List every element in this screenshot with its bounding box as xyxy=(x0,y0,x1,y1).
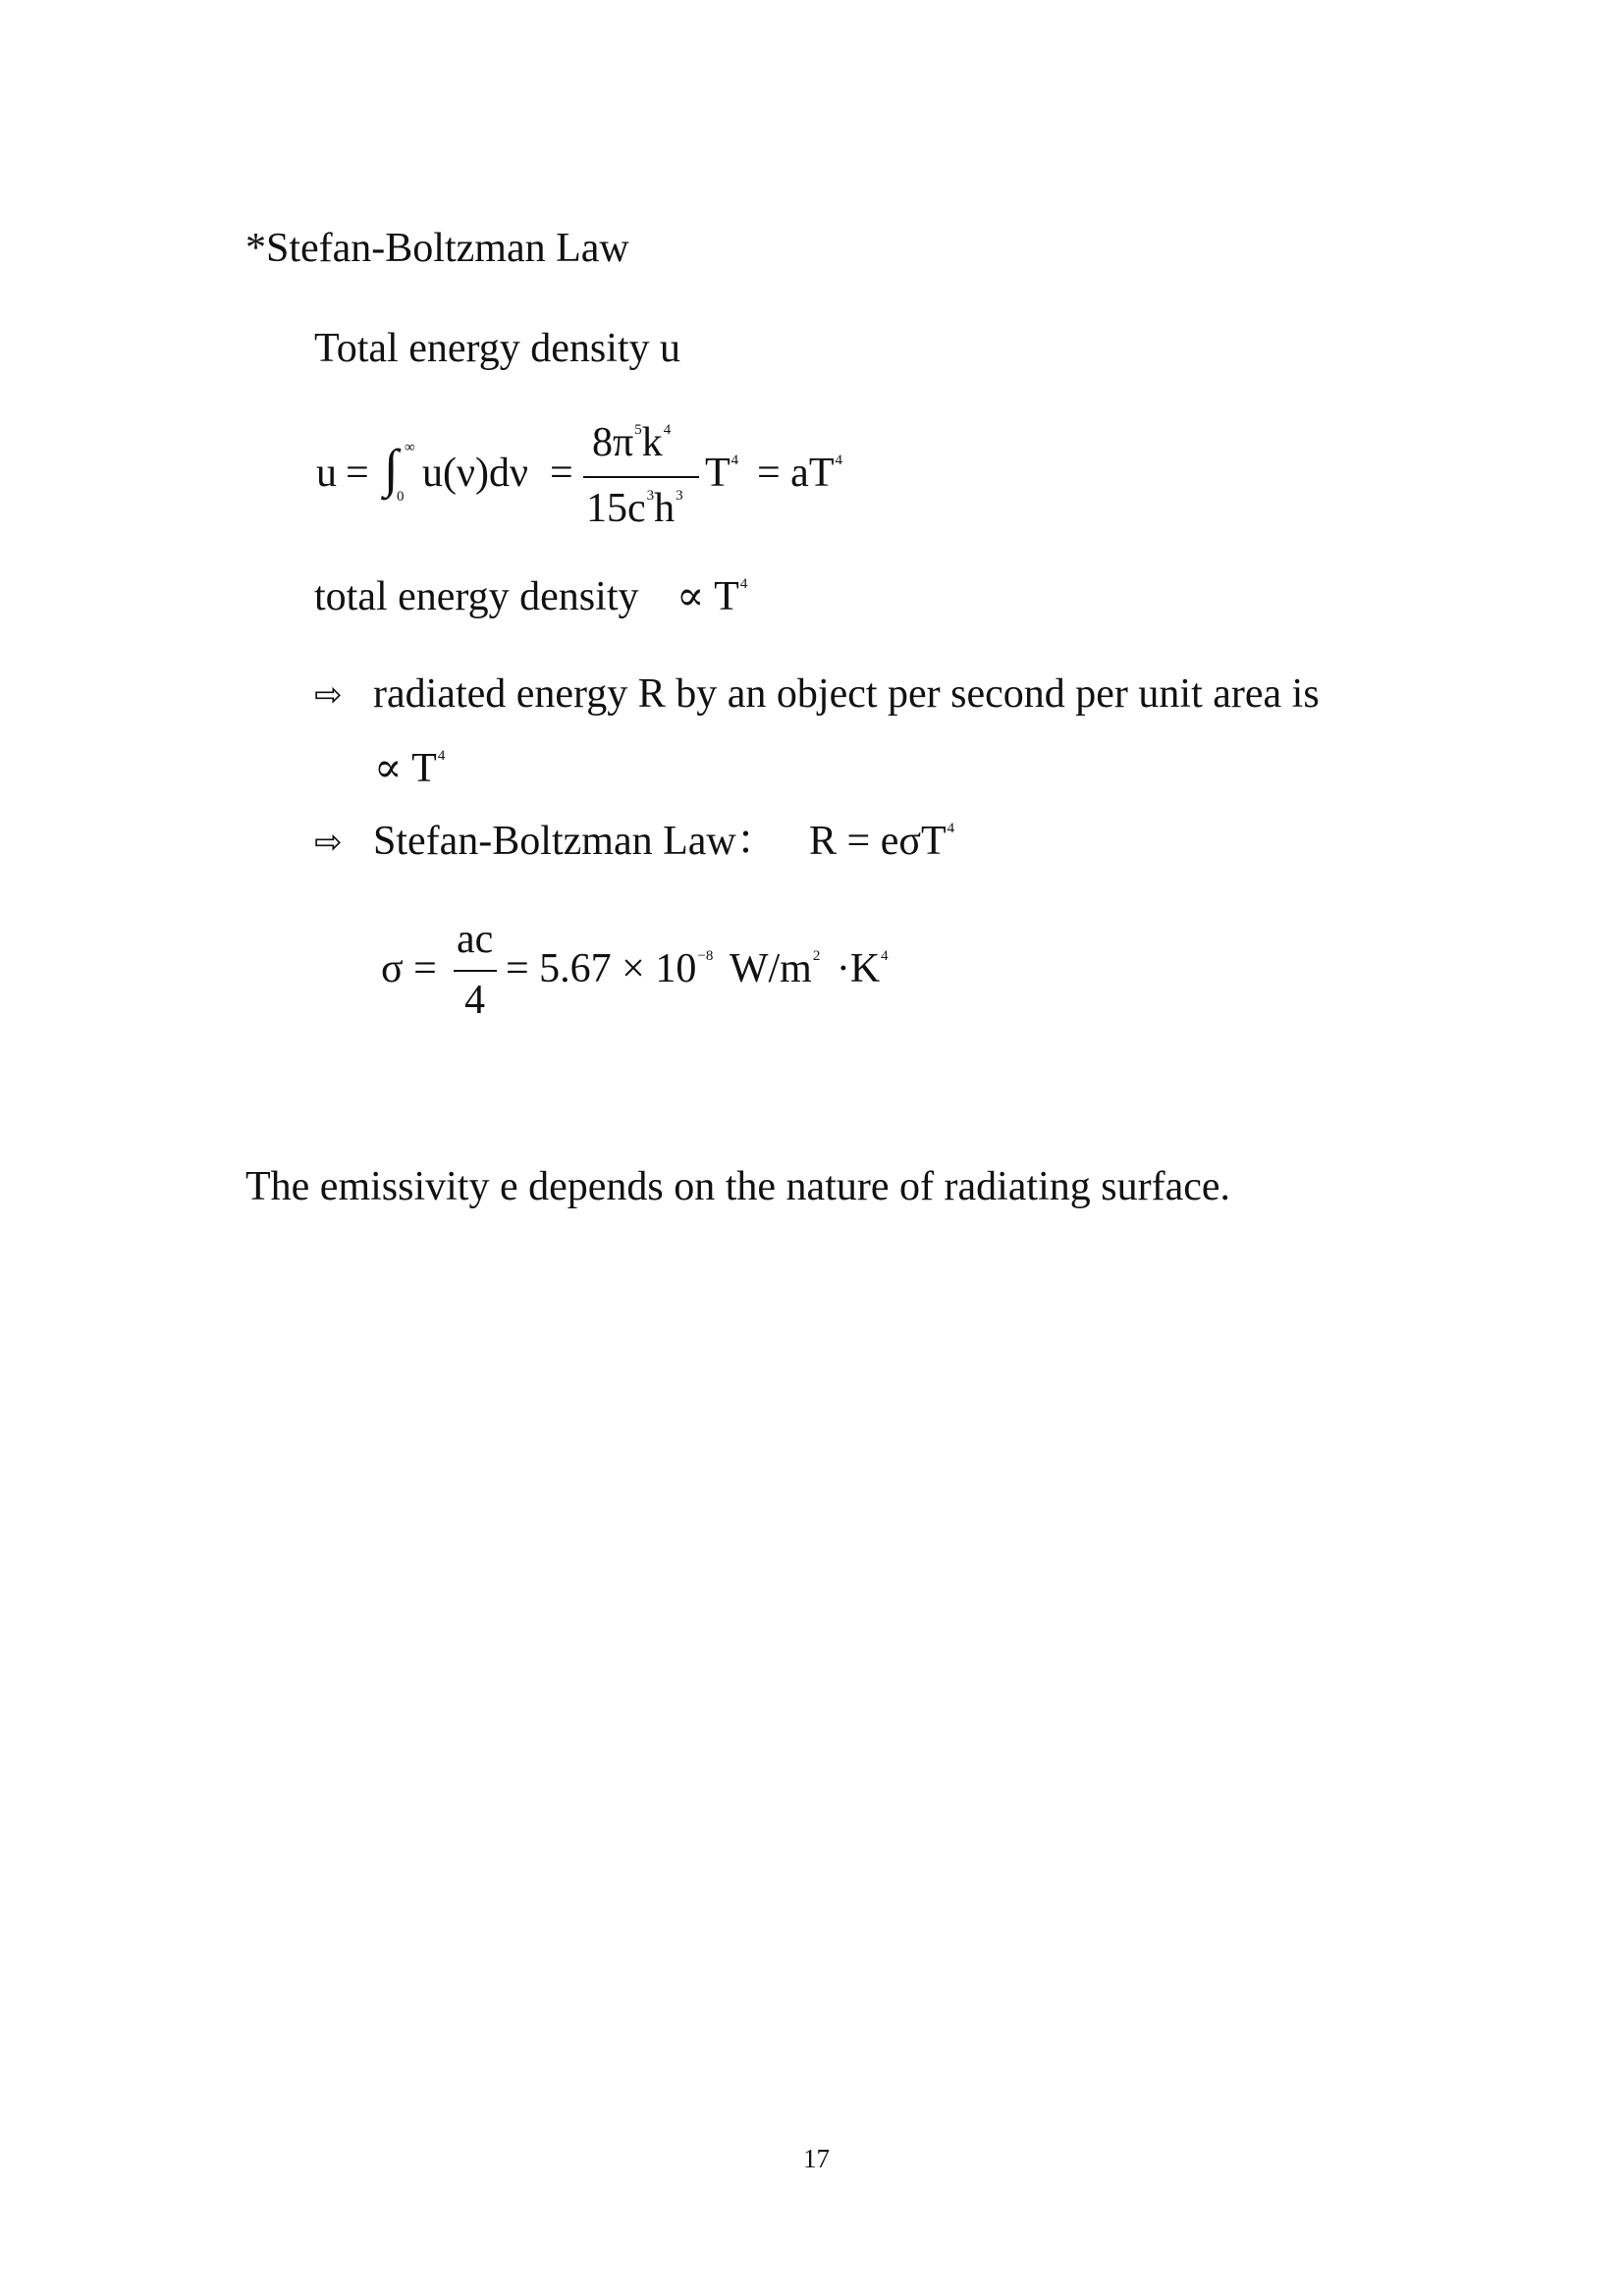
eq1-rhs: = $aT^4$ xyxy=(757,451,842,496)
eq2-fraction-bar xyxy=(454,970,497,972)
bullet-1-line-2: ∝ $T^4$ xyxy=(374,746,446,791)
eq2-numerator: ac xyxy=(457,917,494,962)
page-number: 17 xyxy=(803,2144,830,2173)
eq2-denominator: 4 xyxy=(464,978,485,1023)
eq1-equals-2: = xyxy=(550,451,573,496)
closing-sentence: The emissivity e depends on the nature of radiating surface. xyxy=(245,1164,1230,1209)
integral-symbol: ∫ xyxy=(384,439,399,498)
eq2-rhs: = $5.67 \times 10^{-8}$ $W/m^2 \cdot K^4$ xyxy=(506,946,889,991)
bullet-1-line-1: radiated energy R by an object per second per unit area is xyxy=(373,671,1320,717)
subheading: Total energy density u xyxy=(314,326,681,371)
proportionality-symbol: ∝ $T^4$ xyxy=(676,574,748,619)
proportionality-line xyxy=(314,576,747,617)
eq1-t: $T^4$ xyxy=(705,451,739,496)
integral-lower-limit: 0 xyxy=(397,489,405,505)
eq2-sigma: σ = xyxy=(381,946,437,991)
eq1-fraction-bar xyxy=(583,476,699,478)
bullet-2-formula: R = eσT$^4$ xyxy=(809,819,955,864)
eq1-equals: = xyxy=(346,451,369,496)
eq1-integrand: u(ν)dν xyxy=(422,451,528,496)
bullet-2-text: Stefan-Boltzman Law： xyxy=(373,819,778,864)
proportionality-text: total energy density xyxy=(314,574,639,619)
arrow-icon: ⇨ xyxy=(314,675,343,715)
eq1-denominator: $15c^3h^3$ xyxy=(586,486,683,531)
integral-upper-limit: ∞ xyxy=(405,440,415,455)
arrow-icon: ⇨ xyxy=(314,823,343,862)
eq1-lhs: u xyxy=(316,451,337,496)
eq1-numerator: $8\pi^5k^4$ xyxy=(592,420,672,465)
section-title: *Stefan-Boltzman Law xyxy=(245,226,629,271)
